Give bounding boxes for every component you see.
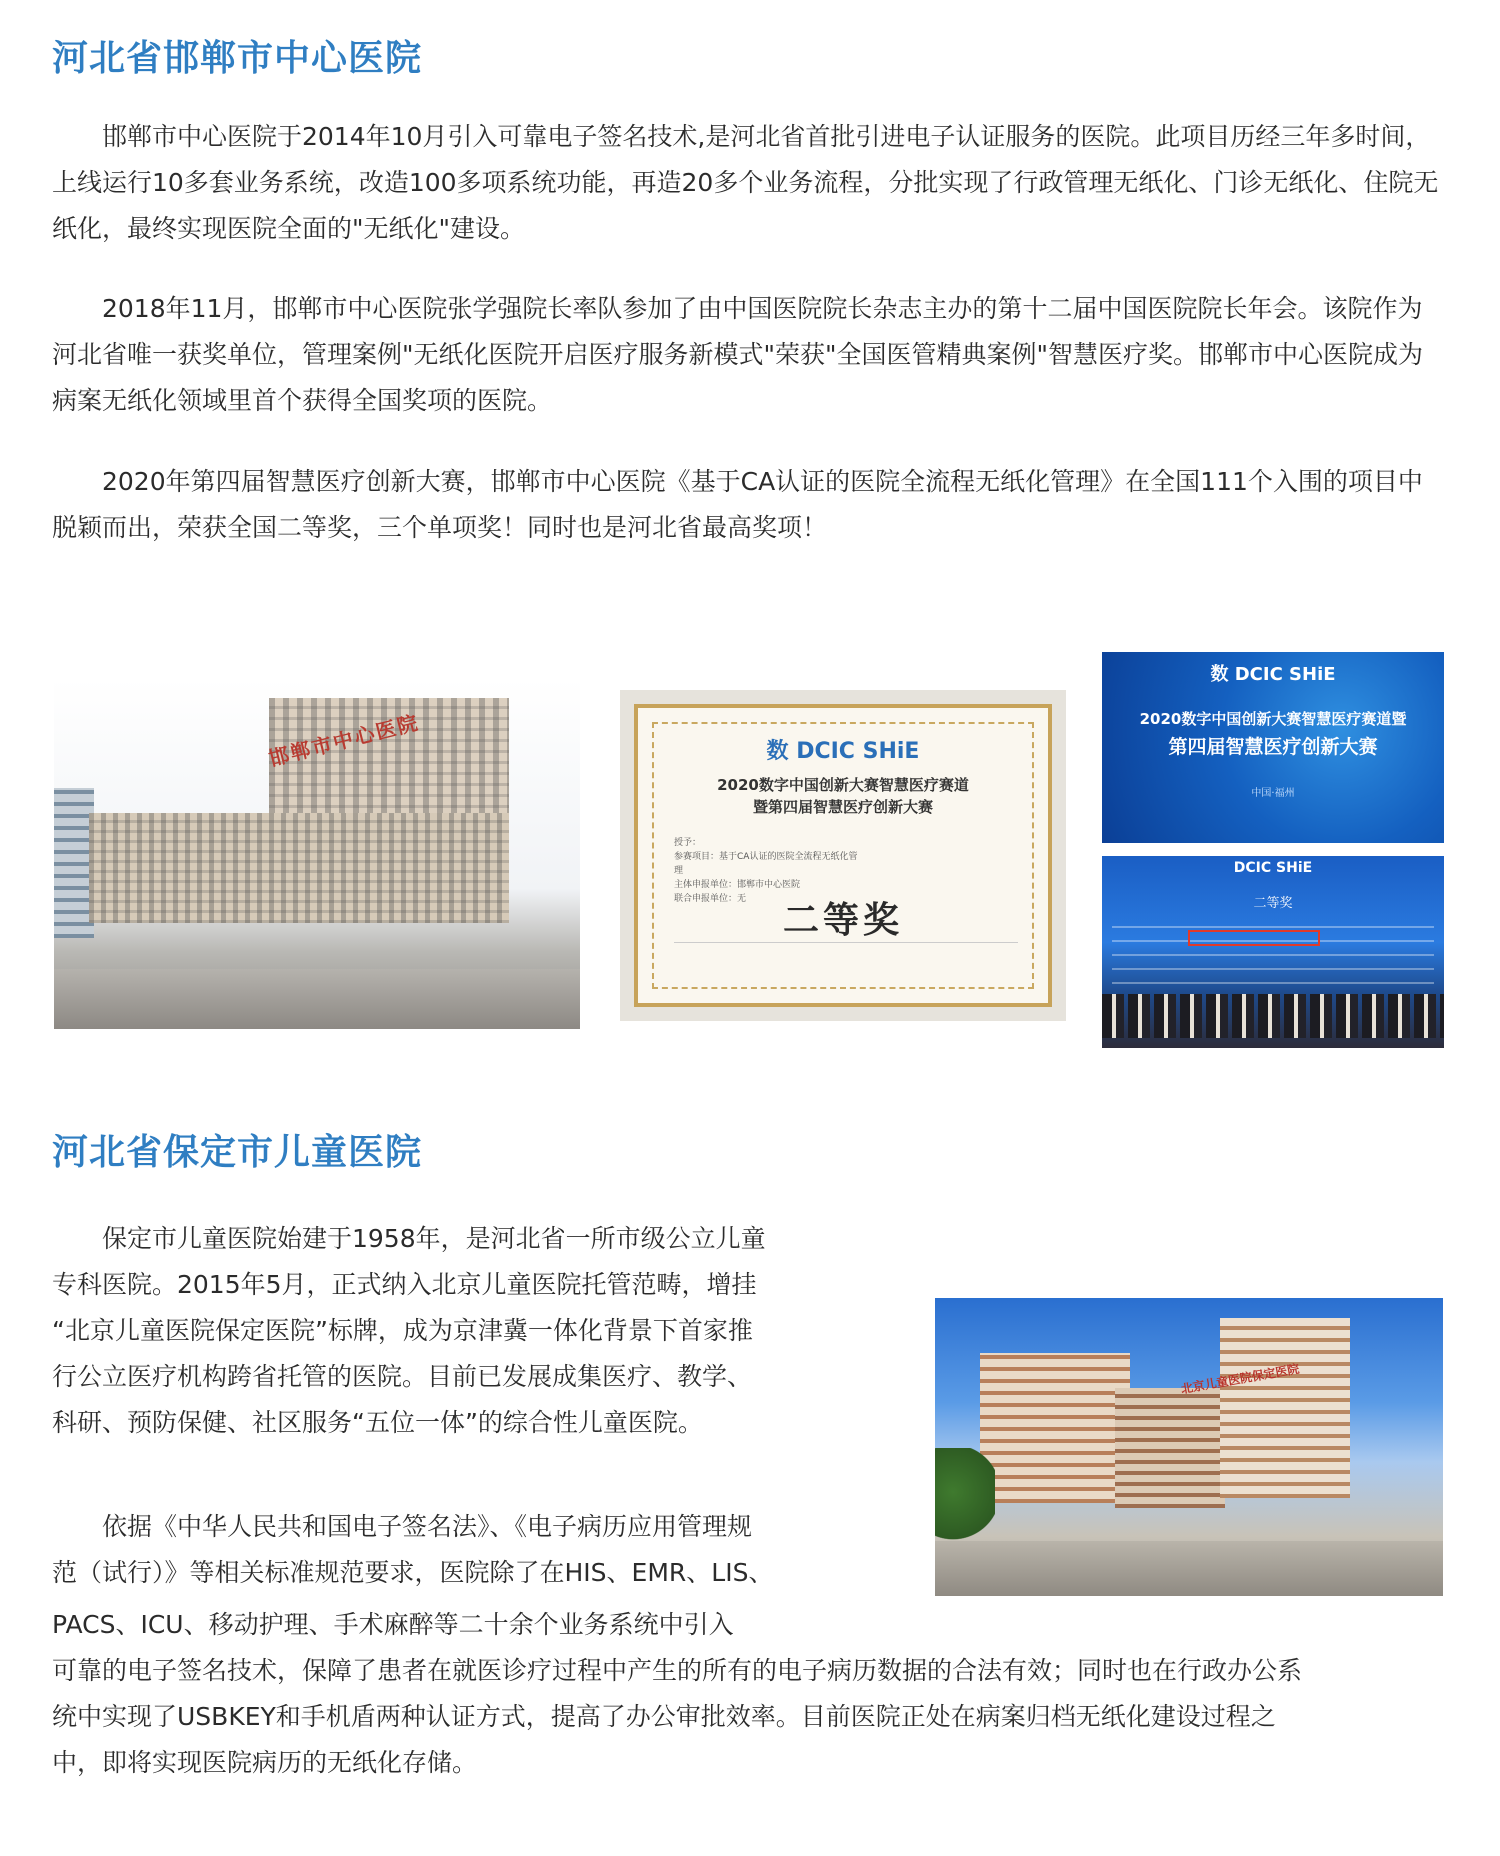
banner-title-line-2: 第四届智慧医疗创新大赛 bbox=[1168, 736, 1378, 758]
childrens-hospital-sign-text: 北京儿童医院保定医院 bbox=[1179, 1361, 1301, 1397]
award-certificate-photo bbox=[620, 690, 1066, 1021]
highlight-box bbox=[1188, 930, 1320, 946]
certificate-title: 2020数字中国创新大赛智慧医疗赛道 暨第四届智慧医疗创新大赛 bbox=[717, 776, 969, 816]
certificate-award-text: 二等奖 bbox=[782, 900, 903, 941]
stage-award-text: 二等奖 bbox=[1253, 896, 1293, 911]
paragraph-baoding-intro: 保定市儿童医院始建于1958年，是河北省一所市级公立儿童 专科医院。2015年5月，正式纳入北京儿童医院托管范畴，增挂 “北京儿童医院保定医院”标牌，成为京津冀一体化背景下首家推 行公立医疗机构跨省托管的医院。目前已发展成集医疗、教学、 科研、预防保健、社区服务“五位一体”的综合性儿童医院。 bbox=[52, 1224, 766, 1437]
contest-banner-photo bbox=[1102, 652, 1444, 843]
paragraph-baoding-esign: 依据《中华人民共和国电子签名法》、《电子病历应用管理规 范（试行）》等相关标准规范要求，医院除了在HIS、EMR、LIS、 PACS、ICU、移动护理、手术麻醉等二十余个业务系统中引入 可靠的电子签名技术，保障了患者在就医诊疗过程中产生的所有的电子病历数据的合法有效；同时也在行政办公系 统中实现了USBKEY和手机盾两种认证方式，提高了办公审批效率。目前医院正处在病案归档无纸化建设过程之 中，即将实现医院病历的无纸化存储。 bbox=[52, 1512, 1303, 1777]
banner-title-line-1: 2020数字中国创新大赛智慧医疗赛道暨 bbox=[1139, 710, 1407, 728]
paragraph-handan-award-2018: 2018年11月，邯郸市中心医院张学强院长率队参加了由中国医院院长杂志主办的第十二届中国医院院长年会。该院作为河北省唯一获奖单位，管理案例"无纸化医院开启医疗服务新模式"荣获"全国医管精典案例"智慧医疗奖。邯郸市中心医院成为病案无纸化领域里首个获得全国奖项的医院。 bbox=[52, 294, 1424, 415]
childrens-hospital-photo bbox=[935, 1298, 1443, 1596]
certificate-details: 授予： 参赛项目：基于CA认证的医院全流程无纸化管理 主体申报单位：邯郸市中心医院 联合申报单位：无 bbox=[674, 838, 858, 904]
paragraph-handan-award-2020: 2020年第四届智慧医疗创新大赛，邯郸市中心医院《基于CA认证的医院全流程无纸化管理》在全国111个入围的项目中脱颖而出，荣获全国二等奖，三个单项奖！同时也是河北省最高奖项！ bbox=[52, 467, 1423, 542]
certificate-logos: 数 DCIC SHiE bbox=[766, 739, 920, 764]
paragraph-handan-intro: 邯郸市中心医院于2014年10月引入可靠电子签名技术,是河北省首批引进电子认证服务的医院。此项目历经三年多时间，上线运行10多套业务系统，改造100多项系统功能，再造20多个业务流程，分批实现了行政管理无纸化、门诊无纸化、住院无纸化，最终实现医院全面的"无纸化"建设。 bbox=[52, 122, 1439, 243]
stage-logos: DCIC SHiE bbox=[1233, 860, 1313, 876]
section-title-baoding: 河北省保定市儿童医院 bbox=[52, 1132, 423, 1173]
hospital-building-photo bbox=[54, 678, 580, 1029]
banner-subtitle: 中国·福州 bbox=[1251, 788, 1295, 799]
banner-logos: 数 DCIC SHiE bbox=[1210, 664, 1336, 685]
award-ceremony-photo bbox=[1102, 856, 1444, 1048]
section-title-handan: 河北省邯郸市中心医院 bbox=[52, 38, 423, 79]
hospital-sign-text: 邯郸市中心医院 bbox=[266, 710, 422, 771]
